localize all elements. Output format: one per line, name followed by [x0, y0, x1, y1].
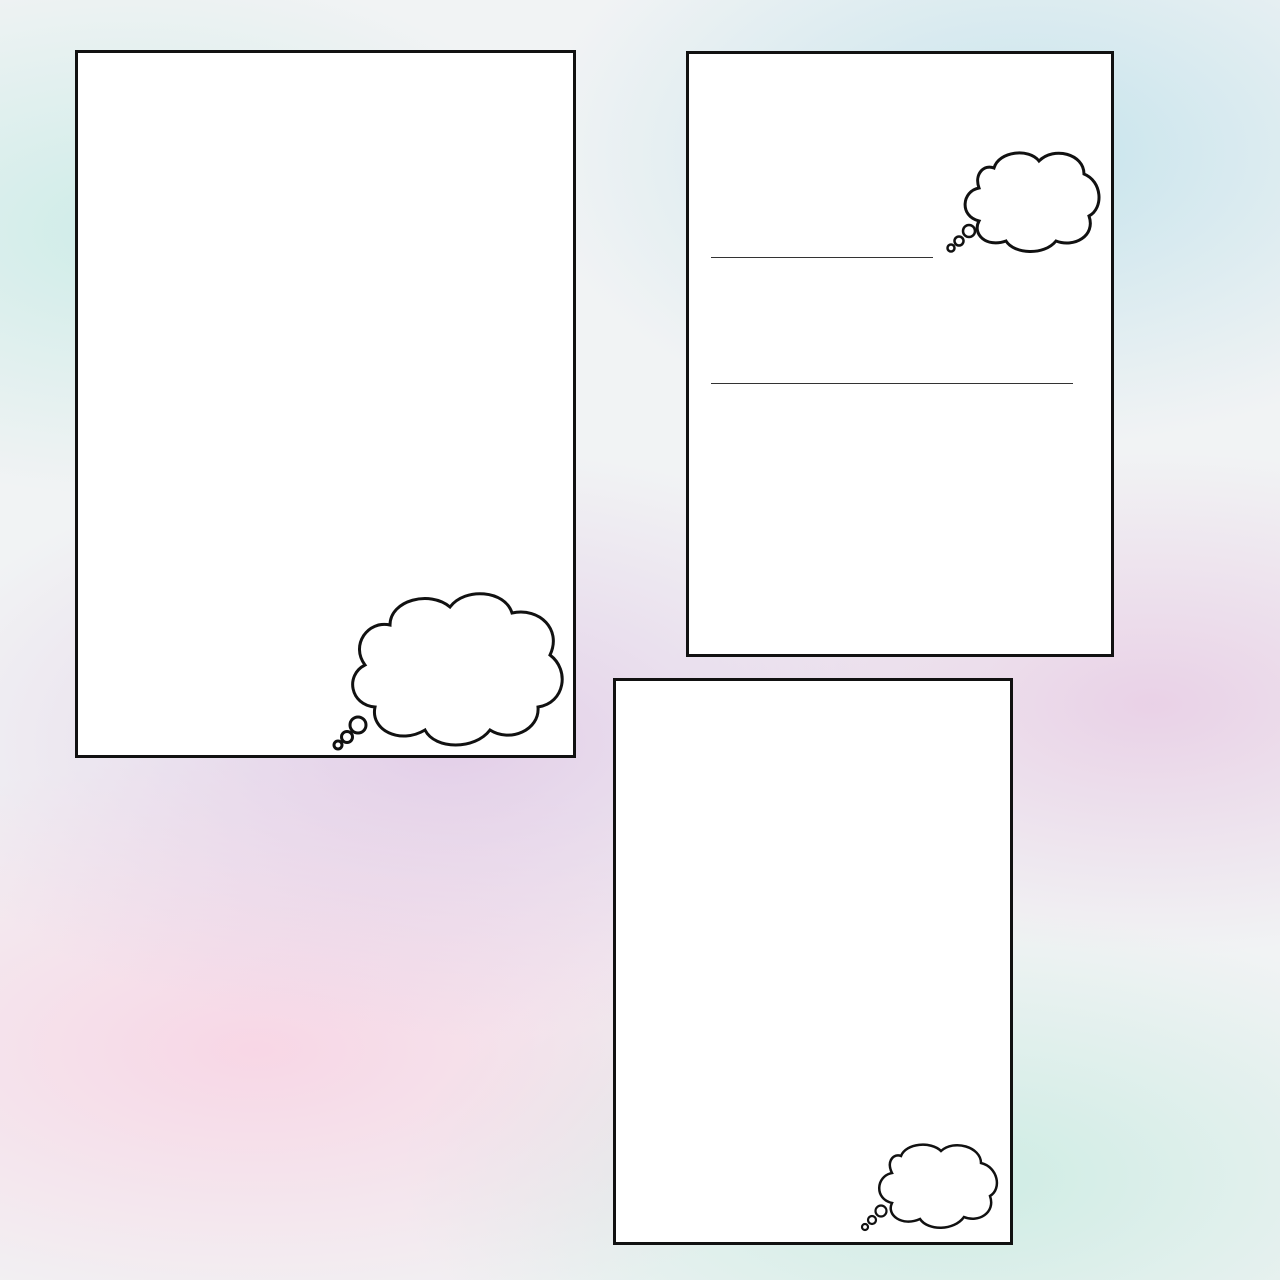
card-yrken — [686, 51, 1114, 657]
kommer-du-ihag-cloud — [944, 146, 1104, 256]
cloud-shape — [856, 1141, 1006, 1241]
cloud-shape — [330, 585, 570, 755]
thought-cloud — [856, 1141, 1006, 1241]
card-lon — [613, 678, 1013, 1245]
cloud-shape — [944, 146, 1104, 256]
thought-cloud — [330, 585, 570, 755]
answer-line-1[interactable] — [711, 257, 933, 258]
coins-icon — [893, 691, 985, 769]
card-vad-ar-ett-yrke — [75, 50, 576, 758]
answer-line-2[interactable] — [711, 383, 1073, 384]
